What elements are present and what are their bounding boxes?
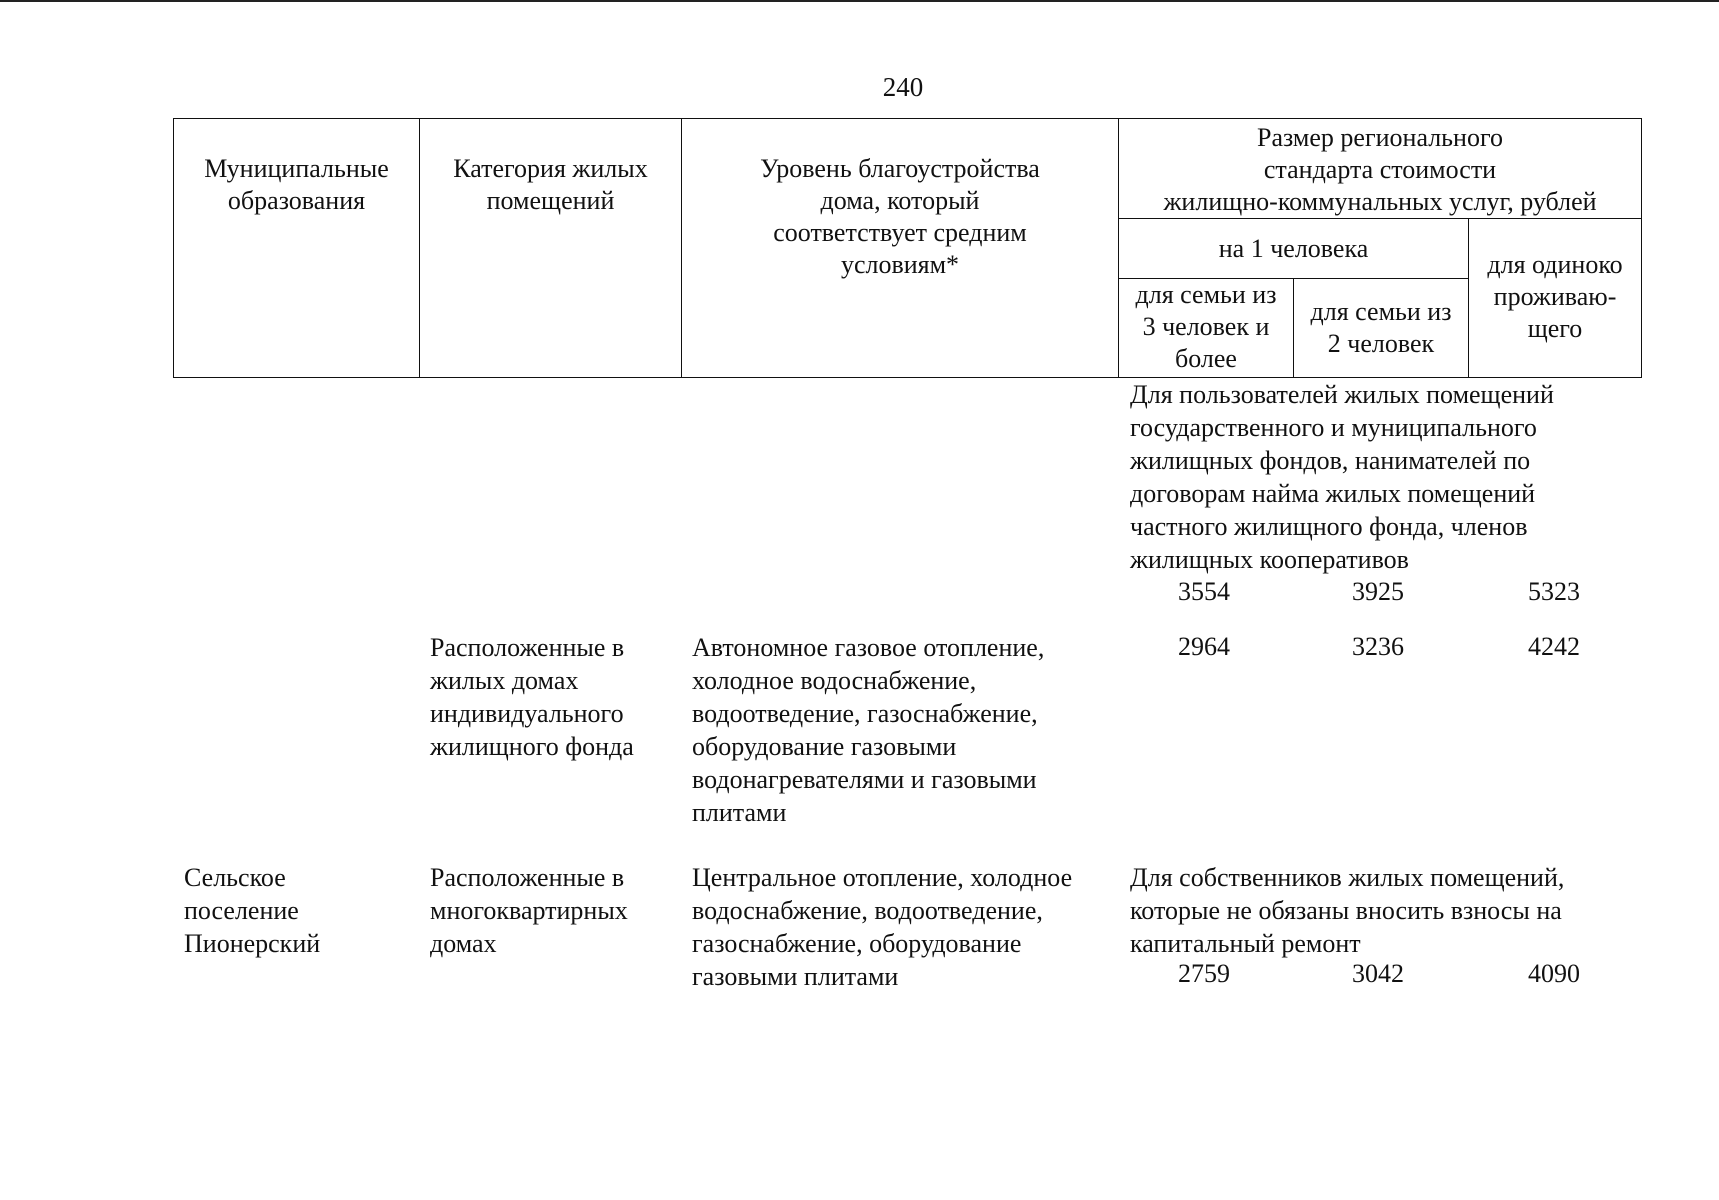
- header-single: для одиноко проживаю-щего: [1469, 219, 1642, 378]
- header-family-3: для семьи из 3 человек и более: [1119, 279, 1294, 378]
- row1-value-family2: 3925: [1352, 577, 1404, 606]
- row3-value-family2: 3042: [1352, 959, 1404, 988]
- top-rule: [0, 0, 1719, 2]
- table-header: [173, 118, 1642, 378]
- row2-value-single: 4242: [1528, 632, 1580, 661]
- row3-note: Для собственников жилых помещений, которые не обязаны вносить взносы на капитальный ремонт: [1130, 863, 1565, 958]
- row1-note: Для пользователей жилых помещений государственного и муниципального жилищных фондов, нанимателей по договорам найма жилых помещений частного жилищного фонда, членов жилищных кооперативов: [1130, 380, 1554, 574]
- row3-category: Расположенные в многоквартирных домах: [430, 863, 628, 958]
- row2-value-family2: 3236: [1352, 632, 1404, 661]
- header-municipal: Муниципальные образования: [174, 119, 420, 378]
- row2-value-family3: 2964: [1178, 632, 1230, 661]
- page-number: 240: [882, 72, 924, 102]
- row3-value-single: 4090: [1528, 959, 1580, 988]
- row3-municipality: Сельское поселение Пионерский: [184, 863, 321, 958]
- header-category: Категория жилых помещений: [420, 119, 682, 378]
- row3-value-family3: 2759: [1178, 959, 1230, 988]
- row2-category: Расположенные в жилых домах индивидуального жилищного фонда: [430, 633, 634, 761]
- header-standard: Размер регионального стандарта стоимости жилищно-коммунальных услуг, рублей: [1119, 119, 1642, 219]
- row3-level: Центральное отопление, холодное водоснабжение, водоотведение, газоснабжение, оборудование газовыми плитами: [692, 863, 1073, 991]
- row1-value-single: 5323: [1528, 577, 1580, 606]
- header-level: Уровень благоустройства дома, который соответствует средним условиям*: [682, 119, 1119, 378]
- header-family-2: для семьи из 2 человек: [1294, 279, 1469, 378]
- header-per-person: на 1 человека: [1119, 219, 1469, 279]
- row2-level: Автономное газовое отопление, холодное водоснабжение, водоотведение, газоснабжение, оборудование газовыми водонагревателями и газовыми плитами: [692, 633, 1045, 827]
- row1-value-family3: 3554: [1178, 577, 1230, 606]
